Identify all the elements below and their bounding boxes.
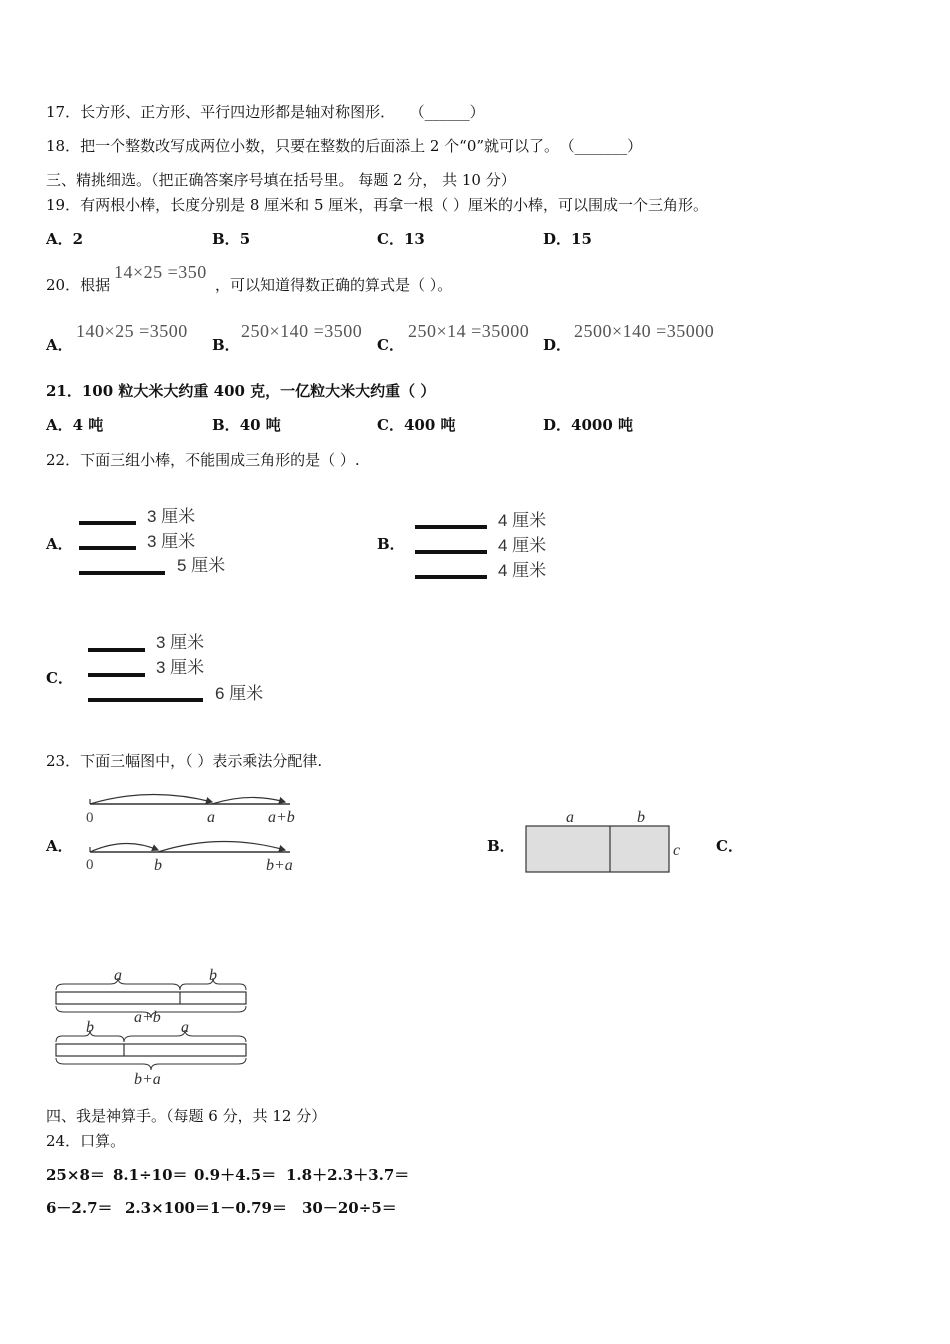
option-b-formula[interactable]: 250×140 =3500	[241, 321, 363, 341]
stick-length: 3 厘米	[147, 507, 196, 526]
option-d[interactable]: D．	[543, 336, 572, 354]
question-20: 20．根据	[46, 276, 111, 294]
calc-item[interactable]: 25×8＝	[46, 1166, 105, 1184]
segment-label: a	[181, 1019, 189, 1036]
option-b[interactable]: B．	[487, 837, 515, 855]
question-20-suffix: ，可以知道得数正确的算式是（ ）。	[215, 276, 453, 294]
tick-label: a+b	[268, 809, 295, 826]
option-a-formula[interactable]: 140×25 =3500	[76, 321, 188, 341]
option-a[interactable]: A．	[46, 535, 73, 553]
question-24: 24．口算。	[46, 1132, 126, 1150]
side-label: c	[673, 842, 681, 859]
tick-label: 0	[86, 810, 94, 826]
option-d-formula[interactable]: 2500×140 =35000	[574, 321, 715, 341]
option-b[interactable]: B．5	[212, 230, 251, 248]
option-c[interactable]: C．	[716, 837, 743, 855]
stick	[88, 673, 145, 677]
answer-blank[interactable]: （______）	[417, 103, 485, 121]
question-22: 22．下面三组小棒，不能围成三角形的是（ ）.	[46, 451, 360, 469]
tick-label: b+a	[266, 857, 293, 874]
section-3-title: 三、精挑细选。（把正确答案序号填在括号里。 每题 2 分， 共 10 分）	[46, 171, 516, 189]
rectangle-figure	[520, 806, 690, 878]
segment-figure	[50, 968, 260, 1090]
calc-item[interactable]: 6－2.7＝	[46, 1199, 113, 1217]
jump-arrow	[90, 843, 158, 852]
option-d[interactable]: D．4000 吨	[543, 416, 633, 434]
option-a[interactable]: A．	[46, 336, 73, 354]
stick	[88, 648, 145, 652]
stick-length: 4 厘米	[498, 536, 547, 555]
stick	[415, 575, 487, 579]
rectangle	[526, 826, 669, 872]
segment-label: b	[86, 1019, 94, 1036]
stick-length: 3 厘米	[156, 658, 205, 677]
option-b[interactable]: B．	[377, 535, 405, 553]
question-18: 18．把一个整数改写成两位小数，只要在整数的后面添上 2 个“0”就可以了。 （_______）	[46, 137, 643, 155]
answer-blank[interactable]: （_______）	[567, 137, 643, 155]
segment-label: b+a	[134, 1071, 161, 1088]
tick-label: 0	[86, 857, 94, 873]
stick	[88, 698, 203, 702]
option-b[interactable]: B．	[212, 336, 240, 354]
segment-bar	[56, 992, 246, 1004]
calc-item[interactable]: 30－20÷5＝	[302, 1199, 397, 1217]
given-formula: 14×25 =350	[114, 262, 207, 282]
stick-length: 6 厘米	[215, 684, 264, 703]
number-line-figure	[80, 788, 320, 878]
calc-item[interactable]: 1.8＋2.3＋3.7＝	[286, 1166, 410, 1184]
stick	[415, 550, 487, 554]
jump-arrow	[158, 841, 285, 852]
question-23: 23．下面三幅图中，（ ）表示乘法分配律.	[46, 752, 323, 770]
option-c[interactable]: C．13	[377, 230, 425, 248]
question-19: 19．有两根小棒，长度分别是 8 厘米和 5 厘米，再拿一根（ ）厘米的小棒，可以围成一个三角形。	[46, 196, 709, 214]
option-c[interactable]: C．	[46, 669, 73, 687]
tick-label: b	[154, 857, 162, 874]
section-4-title: 四、我是神算手。（每题 6 分，共 12 分）	[46, 1107, 327, 1125]
question-17: 17．长方形、正方形、平行四边形都是轴对称图形． （______）	[46, 103, 485, 121]
option-a[interactable]: A．	[46, 837, 73, 855]
tick-label: a	[207, 809, 215, 826]
side-label: a	[566, 809, 574, 826]
calc-item[interactable]: 1－0.79＝	[210, 1199, 287, 1217]
option-c[interactable]: C．400 吨	[377, 416, 456, 434]
question-21: 21．100 粒大米大约重 400 克，一亿粒大米大约重（ ）	[46, 382, 436, 400]
calc-item[interactable]: 2.3×100＝	[125, 1199, 210, 1217]
stick	[79, 546, 136, 550]
segment-bar	[56, 1044, 246, 1056]
stick-length: 4 厘米	[498, 561, 547, 580]
option-a[interactable]: A．2	[46, 230, 84, 248]
option-c-formula[interactable]: 250×14 =35000	[408, 321, 530, 341]
segment-label: a	[114, 968, 122, 984]
segment-label: b	[209, 968, 217, 984]
stick-length: 3 厘米	[147, 532, 196, 551]
stick	[79, 571, 165, 575]
segment-label: a+b	[134, 1009, 161, 1026]
stick-length: 4 厘米	[498, 511, 547, 530]
jump-arrow	[90, 794, 212, 804]
stick	[415, 525, 487, 529]
calc-item[interactable]: 0.9＋4.5＝	[194, 1166, 277, 1184]
stick-length: 5 厘米	[177, 556, 226, 575]
stick-length: 3 厘米	[156, 633, 205, 652]
jump-arrow	[212, 797, 285, 804]
stick	[79, 521, 136, 525]
option-d[interactable]: D．15	[543, 230, 592, 248]
option-b[interactable]: B．40 吨	[212, 416, 281, 434]
side-label: b	[637, 809, 645, 826]
option-a[interactable]: A．4 吨	[46, 416, 104, 434]
calc-item[interactable]: 8.1÷10＝	[113, 1166, 188, 1184]
option-c[interactable]: C．	[377, 336, 404, 354]
